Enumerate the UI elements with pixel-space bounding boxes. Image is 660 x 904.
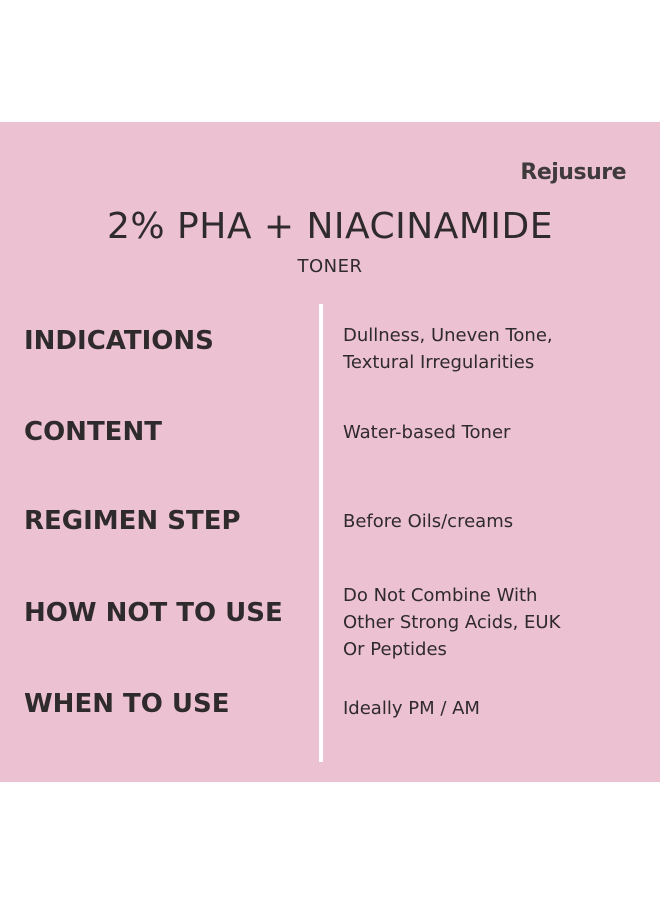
row-value-line: Water-based Toner: [343, 422, 511, 443]
product-info-panel: [0, 122, 660, 782]
row-value-line: Ideally PM / AM: [343, 698, 480, 719]
row-value: [343, 322, 643, 376]
brand-logo: Rejusure: [520, 160, 626, 185]
row-value: [343, 508, 643, 535]
row-label: HOW NOT TO USE: [24, 598, 283, 628]
row-value-line: Do Not Combine With: [343, 585, 538, 606]
row-label: WHEN TO USE: [24, 689, 230, 719]
row-label: INDICATIONS: [24, 326, 214, 356]
row-value-line: Or Peptides: [343, 639, 447, 660]
row-label: CONTENT: [24, 417, 162, 447]
row-value: [343, 582, 643, 663]
row-value: [343, 419, 643, 446]
row-value-line: Other Strong Acids, EUK: [343, 612, 561, 633]
row-value: [343, 695, 643, 722]
row-label: REGIMEN STEP: [24, 506, 241, 536]
product-title: 2% PHA + NIACINAMIDE: [106, 206, 553, 247]
row-value-line: Before Oils/creams: [343, 511, 514, 532]
product-subtitle: TONER: [297, 256, 363, 277]
row-value-line: Dullness, Uneven Tone,: [343, 325, 553, 346]
column-divider: [319, 304, 323, 762]
row-value-line: Textural Irregularities: [343, 352, 535, 373]
